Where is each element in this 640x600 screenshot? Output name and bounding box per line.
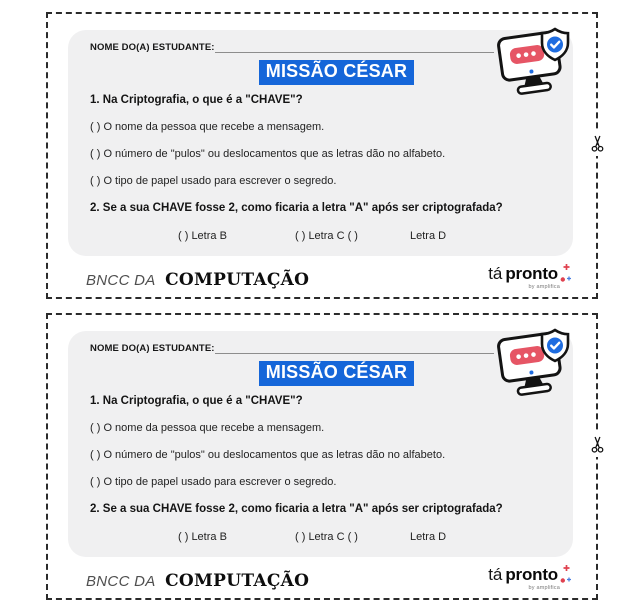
question-1-option-c: ( ) O tipo de papel usado para escrever o segredo. bbox=[90, 476, 337, 488]
bncc-brand-name: COMPUTAÇÃO bbox=[165, 571, 310, 591]
page-title: MISSÃO CÉSAR bbox=[259, 60, 414, 85]
student-name-row bbox=[90, 41, 494, 53]
student-name-blank-line bbox=[215, 41, 494, 53]
question-1-option-a: ( ) O nome da pessoa que recebe a mensagem. bbox=[90, 121, 325, 133]
question-2-options-row bbox=[68, 230, 573, 246]
page-title: MISSÃO CÉSAR bbox=[259, 361, 414, 386]
title-row bbox=[68, 361, 573, 386]
question-2: 2. Se a sua CHAVE fosse 2, como ficaria a letra "A" após ser criptografada? bbox=[90, 503, 503, 515]
question-2-option-b: ( ) Letra C ( ) bbox=[295, 531, 358, 543]
footer bbox=[86, 262, 572, 290]
footer bbox=[86, 563, 572, 591]
question-2-option-c: Letra D bbox=[410, 531, 447, 543]
bncc-brand bbox=[86, 571, 309, 591]
question-2: 2. Se a sua CHAVE fosse 2, como ficaria a letra "A" após ser criptografada? bbox=[90, 202, 503, 214]
worksheet-body bbox=[68, 331, 573, 557]
question-1: 1. Na Criptografia, o que é a "CHAVE"? bbox=[90, 395, 303, 407]
bncc-brand-prefix: BNCC DA bbox=[86, 272, 156, 289]
tapronto-logo-byline: by amplifica bbox=[528, 585, 560, 591]
question-2-options-row bbox=[68, 531, 573, 547]
question-2-option-b: ( ) Letra C ( ) bbox=[295, 230, 358, 242]
bncc-brand bbox=[86, 270, 309, 290]
tapronto-logo-byline: by amplifica bbox=[528, 284, 560, 290]
question-2-option-a: ( ) Letra B bbox=[178, 230, 227, 242]
question-1: 1. Na Criptografia, o que é a "CHAVE"? bbox=[90, 94, 303, 106]
student-name-blank-line bbox=[215, 342, 494, 354]
worksheet-cutout-2 bbox=[46, 313, 598, 600]
tapronto-logo-word2: pronto bbox=[505, 565, 558, 584]
bncc-brand-name: COMPUTAÇÃO bbox=[165, 270, 310, 290]
worksheet-body bbox=[68, 30, 573, 256]
question-1-option-c: ( ) O tipo de papel usado para escrever o segredo. bbox=[90, 175, 337, 187]
title-row bbox=[68, 60, 573, 85]
tapronto-logo-word1: tá bbox=[488, 264, 503, 283]
question-1-option-a: ( ) O nome da pessoa que recebe a mensagem. bbox=[90, 422, 325, 434]
scissors-icon bbox=[586, 431, 608, 457]
bncc-brand-prefix: BNCC DA bbox=[86, 573, 156, 590]
student-name-label: NOME DO(A) ESTUDANTE: bbox=[90, 42, 215, 53]
question-1-option-b: ( ) O número de "pulos" ou deslocamentos que as letras dão no alfabeto. bbox=[90, 449, 446, 461]
scissors-icon bbox=[586, 130, 608, 156]
student-name-label: NOME DO(A) ESTUDANTE: bbox=[90, 343, 215, 354]
tapronto-logo-sparkles-icon bbox=[559, 262, 572, 284]
tapronto-logo-word2: pronto bbox=[505, 264, 558, 283]
question-2-option-c: Letra D bbox=[410, 230, 447, 242]
tapronto-logo bbox=[488, 563, 572, 591]
worksheet-cutout-1 bbox=[46, 12, 598, 299]
question-2-option-a: ( ) Letra B bbox=[178, 531, 227, 543]
tapronto-logo-word1: tá bbox=[488, 565, 503, 584]
student-name-row bbox=[90, 342, 494, 354]
question-1-option-b: ( ) O número de "pulos" ou deslocamentos que as letras dão no alfabeto. bbox=[90, 148, 446, 160]
tapronto-logo bbox=[488, 262, 572, 290]
